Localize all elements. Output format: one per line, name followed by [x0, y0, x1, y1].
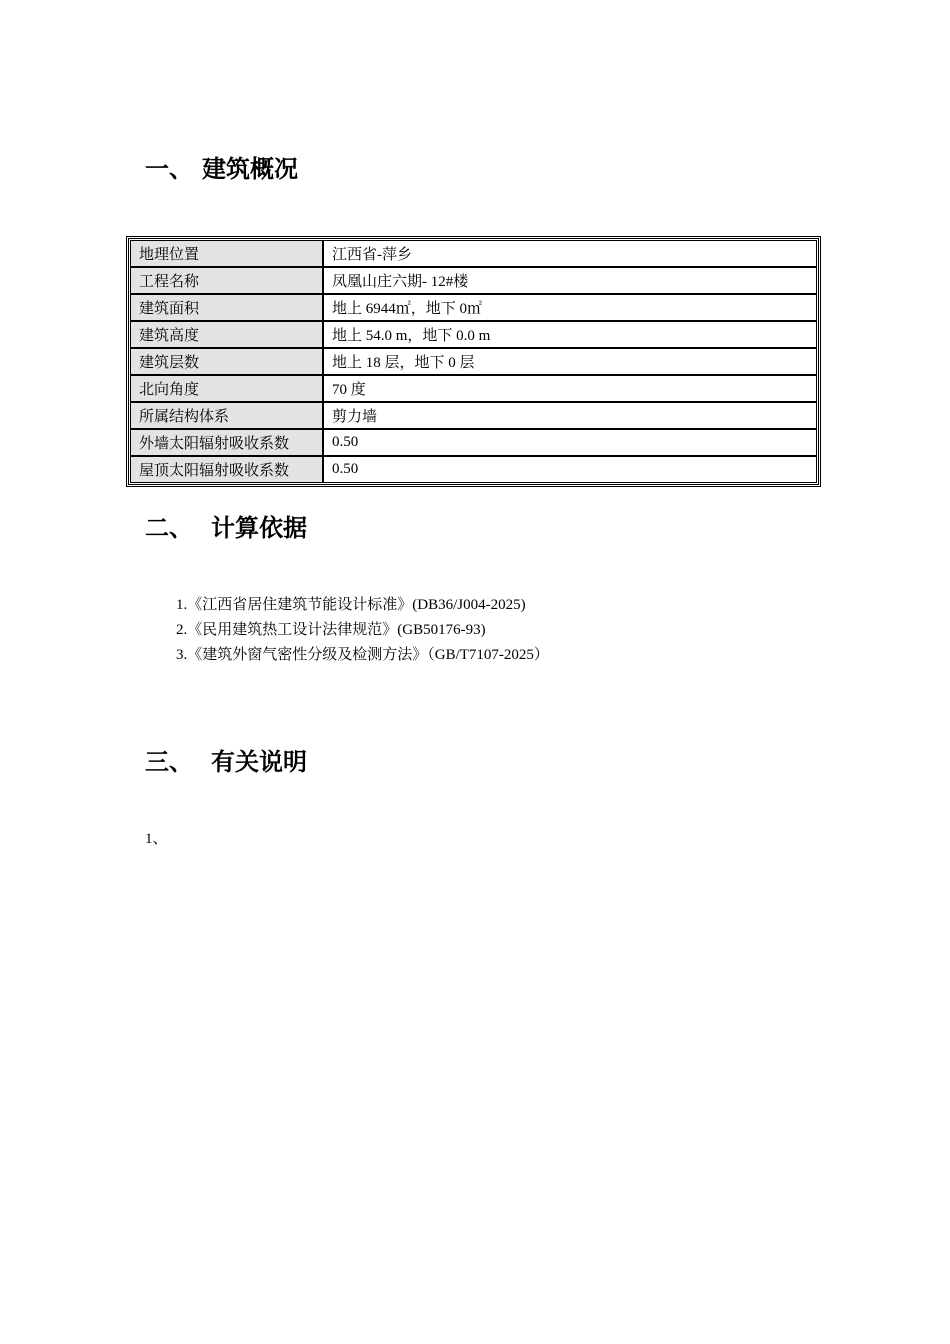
section-number: 二、: [145, 514, 193, 542]
table-row: [131, 294, 817, 321]
row-value: 凤凰山庄六期- 12#楼: [323, 267, 817, 294]
section-title: 有关说明: [211, 748, 307, 776]
row-value: 地上 6944㎡，地下 0㎡: [323, 294, 817, 321]
section-heading-overview: [145, 155, 298, 183]
row-label: 屋顶太阳辐射吸收系数: [131, 456, 324, 483]
building-info-grid: [130, 240, 817, 483]
row-value: 剪力墙: [323, 402, 817, 429]
row-label: 外墙太阳辐射吸收系数: [131, 429, 324, 456]
table-row: [131, 429, 817, 456]
building-info-table: [126, 236, 821, 487]
table-row: [131, 241, 817, 268]
section-title: 计算依据: [211, 514, 307, 542]
list-item: 3.《建筑外窗气密性分级及检测方法》（GB/T7107-2025）: [176, 647, 549, 663]
row-value: 0.50: [323, 429, 817, 456]
row-value: 0.50: [323, 456, 817, 483]
row-label: 所属结构体系: [131, 402, 324, 429]
note-item: 1、: [145, 831, 168, 847]
section-heading-basis: [145, 514, 307, 542]
row-label: 建筑层数: [131, 348, 324, 375]
section-title: 建筑概况: [202, 155, 298, 183]
table-row: [131, 321, 817, 348]
list-item: 1.《江西省居住建筑节能设计标准》(DB36/J004-2025): [176, 597, 526, 613]
row-value: 江西省-萍乡: [323, 241, 817, 268]
reference-list: [176, 593, 549, 668]
row-label: 北向角度: [131, 375, 324, 402]
row-value: 70 度: [323, 375, 817, 402]
row-label: 地理位置: [131, 241, 324, 268]
row-value: 地上 18 层，地下 0 层: [323, 348, 817, 375]
row-label: 建筑高度: [131, 321, 324, 348]
row-label: 工程名称: [131, 267, 324, 294]
row-label: 建筑面积: [131, 294, 324, 321]
table-row: [131, 456, 817, 483]
section-number: 一、: [145, 155, 193, 183]
table-row: [131, 402, 817, 429]
section-heading-notes: [145, 748, 307, 776]
list-item: 2.《民用建筑热工设计法律规范》(GB50176-93): [176, 622, 486, 638]
row-value: 地上 54.0 m，地下 0.0 m: [323, 321, 817, 348]
table-row: [131, 375, 817, 402]
table-row: [131, 348, 817, 375]
section-number: 三、: [145, 748, 193, 776]
table-row: [131, 267, 817, 294]
